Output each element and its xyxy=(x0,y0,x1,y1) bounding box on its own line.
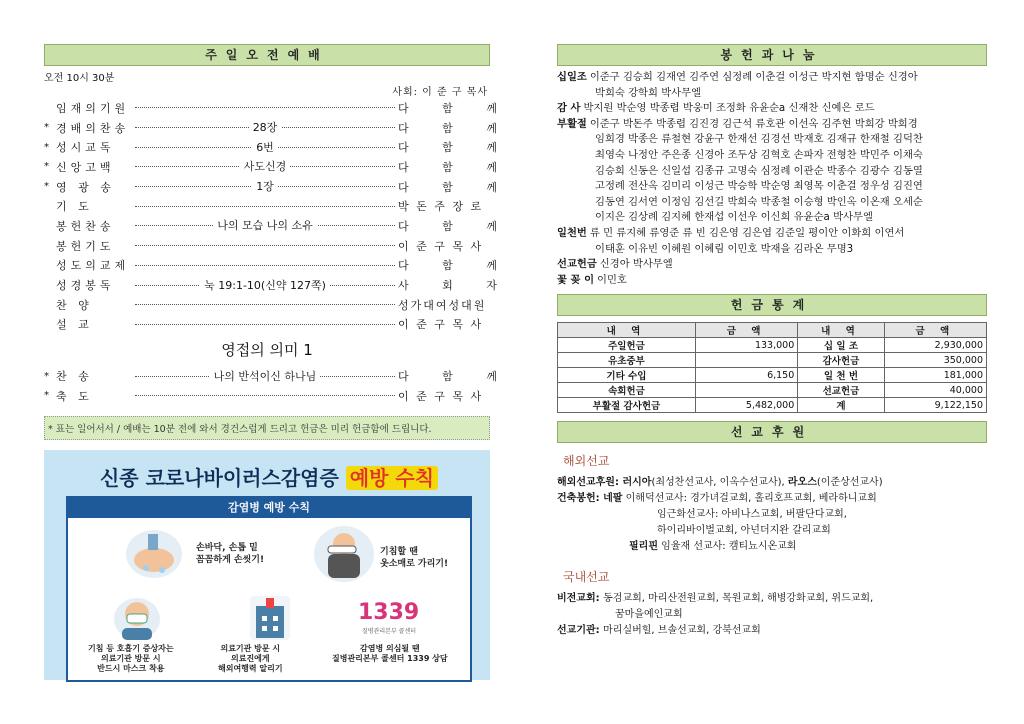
offering-cell: 9,122,150 xyxy=(884,398,986,413)
overseas-label: 해외선교후원: xyxy=(557,477,623,489)
order-item xyxy=(44,295,490,315)
item-name: 축 도 xyxy=(56,389,93,403)
gift-label: 선교헌금 xyxy=(557,258,597,271)
offering-row xyxy=(558,338,987,353)
item-leader xyxy=(135,324,395,325)
gift-names: 최영숙 나정안 주은종 신경아 조두상 김혁호 손파자 전형찬 박민주 이채숙 xyxy=(595,148,923,161)
item-name: 기 도 xyxy=(56,200,93,214)
tip-cough: 기침할 땐 옷소매로 가리기! xyxy=(380,547,449,569)
overseas-row xyxy=(557,475,987,491)
item-detail-text: 1장 xyxy=(252,180,278,193)
overseas-row xyxy=(557,539,987,555)
gift-names: 고정례 전산옥 김미리 이성근 박승학 박순영 최영목 이춘걸 정우성 김진연 xyxy=(595,180,923,193)
item-detail-text: 사도신경 xyxy=(240,160,291,173)
item-leader-name: 다 함 께 xyxy=(398,219,512,233)
item-leader-name: 다 함 께 xyxy=(398,160,512,174)
overseas-text: (이준상선교사) xyxy=(816,477,883,489)
item-leader xyxy=(135,304,395,305)
order-item xyxy=(44,177,512,197)
overseas-text: 하이리바이벌교회, 아넌더지완 갈리교회 xyxy=(657,525,831,537)
item-leader xyxy=(135,121,395,135)
item-detail xyxy=(135,178,395,194)
domestic-list xyxy=(557,591,987,639)
item-detail-text: 28장 xyxy=(249,121,282,134)
gift-row xyxy=(557,242,987,258)
sermon-title: 영접의 의미 1 xyxy=(221,341,313,360)
offering-cell: 기타 수입 xyxy=(558,368,696,383)
order-item xyxy=(44,157,512,177)
mission-header: 선교후원 xyxy=(557,421,987,443)
item-detail-text: 나의 모습 나의 소유 xyxy=(213,219,317,232)
gift-names: 신경아 박사무엘 xyxy=(599,258,673,271)
tip-handwash: 손바닥, 손톱 밑 꼼꼼하게 손씻기! xyxy=(196,543,265,565)
closing-item xyxy=(44,386,490,406)
item-name: 임재의기원 xyxy=(56,101,130,115)
offering-row xyxy=(558,353,987,368)
gift-label: 십일조 xyxy=(557,71,587,83)
offering-cell xyxy=(695,353,797,368)
item-detail xyxy=(135,139,395,155)
gift-row xyxy=(557,148,987,164)
presider: 사회: 이 준 구 목사 xyxy=(392,87,488,98)
domestic-text: 동검교회, 마리산전원교회, 목원교회, 해병강화교회, 위드교회, xyxy=(603,593,874,605)
gift-row xyxy=(557,164,987,180)
gift-label: 꽃 꽂 이 xyxy=(557,273,595,286)
offering-cell: 5,482,000 xyxy=(695,398,797,413)
item-mark: * xyxy=(44,181,49,193)
item-leader-name: 다 함 께 xyxy=(398,259,512,273)
poster-inner xyxy=(66,496,472,682)
item-detail xyxy=(135,368,395,384)
gift-names: 이태훈 이유빈 이혜원 이혜림 이민호 박재을 김라온 무명3 xyxy=(595,242,854,255)
item-leader xyxy=(135,265,395,266)
item-name: 봉헌기도 xyxy=(56,239,115,253)
offering-cell: 일 천 번 xyxy=(798,368,884,383)
item-leader-name: 다 함 께 xyxy=(398,101,512,115)
item-leader xyxy=(135,206,395,207)
gift-row xyxy=(557,86,987,102)
offering-cell: 6,150 xyxy=(695,368,797,383)
prevention-poster xyxy=(44,450,490,680)
item-leader-name: 다 함 께 xyxy=(398,180,512,194)
gift-row xyxy=(557,226,987,242)
domestic-label: 선교기관: xyxy=(557,625,604,637)
gift-row xyxy=(557,179,987,195)
order-item xyxy=(44,256,512,276)
mission-section xyxy=(557,453,987,639)
offering-column-header: 금 액 xyxy=(695,323,797,338)
hotline-sub: 질병관리본부 콜센터 xyxy=(362,628,417,635)
offering-cell: 선교헌금 xyxy=(798,383,884,398)
gift-names: 박지원 박순영 박종렵 박웅미 조정화 유윤순a 신재찬 신예은 로드 xyxy=(583,102,875,115)
order-item xyxy=(44,275,512,295)
poster-title-main: 신종 코로나바이러스감염증 xyxy=(99,466,339,490)
gift-names: 이준구 김승희 김재연 김주연 심정례 이춘걸 이성근 박지현 함명순 신경아 xyxy=(589,71,918,83)
gift-names: 류 민 류지혜 류영준 류 빈 김은영 김은엽 김준일 평이안 이화희 이연서 xyxy=(589,226,905,239)
order-item xyxy=(44,137,512,157)
item-leader-name: 사 회 자 xyxy=(398,279,512,293)
item-leader xyxy=(135,219,395,233)
gift-label: 일천번 xyxy=(557,226,587,239)
order-item xyxy=(44,118,512,138)
offering-cell: 계 xyxy=(798,398,884,413)
item-leader xyxy=(135,395,395,396)
item-leader xyxy=(135,278,395,292)
gift-names: 임희경 박종은 류철현 강윤구 한재선 김경선 박재호 김재규 한재철 김덕찬 xyxy=(595,133,923,146)
overseas-country: 네팔 xyxy=(603,493,623,505)
hotline-number: 1339 xyxy=(358,600,420,625)
service-time: 오전 10시 30분 xyxy=(44,73,115,84)
domestic-text: 꿈마을예인교회 xyxy=(615,609,683,621)
item-name: 신앙고백 xyxy=(56,160,115,174)
offering-column-header: 금 액 xyxy=(884,323,986,338)
gift-names: 박희숙 강학희 박사무엘 xyxy=(595,86,702,99)
offering-row xyxy=(558,383,987,398)
offering-table xyxy=(557,322,987,413)
domestic-title: 국내선교 xyxy=(563,570,610,585)
item-name: 찬 양 xyxy=(56,298,93,312)
gift-row xyxy=(557,257,987,273)
overseas-country: 라오스 xyxy=(787,477,817,489)
tip-hospital: 의료기관 방문 시 의료진에게 해외여행력 알리기 xyxy=(218,644,283,673)
offering-column-header: 내 역 xyxy=(798,323,884,338)
overseas-label: 건축봉헌: xyxy=(557,493,604,505)
item-mark: * xyxy=(44,370,49,382)
item-leader xyxy=(135,140,395,154)
item-detail xyxy=(135,158,395,174)
offering-column-header: 내 역 xyxy=(558,323,696,338)
gift-names: 이지은 김상례 김지혜 한재섭 이선우 이신희 유윤순a 박사무엘 xyxy=(595,211,873,224)
item-detail xyxy=(135,119,395,135)
item-name: 성경봉독 xyxy=(56,279,115,293)
item-leader-name: 이 준 구 목 사 xyxy=(398,318,484,332)
domestic-row xyxy=(557,607,987,623)
offering-cell: 감사헌금 xyxy=(798,353,884,368)
offering-cell: 유초중부 xyxy=(558,353,696,368)
handwash-icon xyxy=(126,530,182,578)
item-leader-name: 다 함 께 xyxy=(398,141,512,155)
item-leader-name: 박 돈 주 장 로 xyxy=(398,200,484,214)
domestic-label: 비전교회: xyxy=(557,593,604,605)
order-item xyxy=(44,216,512,236)
worship-header: 주일오전예배 xyxy=(44,44,490,66)
closing-item xyxy=(44,366,512,386)
item-name: 찬 송 xyxy=(56,370,93,384)
offering-row xyxy=(558,368,987,383)
order-item xyxy=(44,315,490,335)
poster-title xyxy=(64,462,474,488)
gift-label: 감 사 xyxy=(557,102,581,115)
overseas-country: 필리핀 xyxy=(629,541,658,553)
item-detail-text: 눅 19:1-10(신약 127쪽) xyxy=(200,279,330,292)
item-leader xyxy=(135,369,395,383)
item-leader xyxy=(135,180,395,194)
mask-icon xyxy=(114,598,160,640)
overseas-row xyxy=(557,491,987,507)
overseas-text: (최성찬선교사, 이옥수선교사), xyxy=(651,477,788,489)
tip-mask: 기침 등 호흡기 증상자는 의료기관 방문 시 반드시 마스크 착용 xyxy=(88,644,174,673)
order-item xyxy=(44,196,490,216)
right-column xyxy=(557,44,987,639)
gift-names: 이민호 xyxy=(597,273,627,286)
gift-row xyxy=(557,117,987,133)
item-leader xyxy=(135,107,395,108)
item-name: 경배의찬송 xyxy=(56,121,130,135)
gifts-header: 봉헌과나눔 xyxy=(557,44,987,66)
offering-cell: 부활절 감사헌금 xyxy=(558,398,696,413)
order-item xyxy=(44,98,512,118)
gift-row xyxy=(557,210,987,226)
item-name: 성도의교제 xyxy=(56,259,130,273)
hospital-icon xyxy=(250,596,290,640)
item-detail-text: 나의 반석이신 하나님 xyxy=(210,370,321,383)
overseas-text: 임근화선교사: 아비나스교회, 버팔단다교회, xyxy=(657,509,847,521)
item-name: 설 교 xyxy=(56,318,93,332)
domestic-row xyxy=(557,591,987,607)
gift-label: 부활절 xyxy=(557,117,587,130)
item-mark: * xyxy=(44,141,49,153)
overseas-country: 러시아 xyxy=(622,477,652,489)
cough-icon xyxy=(314,526,374,582)
closing-list xyxy=(44,366,512,405)
item-mark: * xyxy=(44,161,49,173)
domestic-row xyxy=(557,623,987,639)
offering-header: 헌금통계 xyxy=(557,294,987,316)
item-leader-name: 이 준 구 목 사 xyxy=(398,239,484,253)
offering-cell: 350,000 xyxy=(884,353,986,368)
gift-row xyxy=(557,70,987,86)
item-name: 봉헌찬송 xyxy=(56,219,115,233)
offering-cell: 133,000 xyxy=(695,338,797,353)
gift-names: 이준구 박돈주 박종렵 김진경 김근석 류호관 이선옥 김주현 박희강 박희경 xyxy=(589,117,918,130)
overseas-text: 임율재 선교사: 캠티뇨시온교회 xyxy=(657,541,797,553)
item-detail xyxy=(135,217,395,233)
order-item xyxy=(44,236,490,256)
offering-cell: 속회헌금 xyxy=(558,383,696,398)
item-mark: * xyxy=(44,122,49,134)
item-leader-name: 다 함 께 xyxy=(398,370,512,384)
item-leader-name: 다 함 께 xyxy=(398,121,512,135)
item-name: 영 광 송 xyxy=(56,180,115,194)
tip-hotline: 감염병 의심될 땐 질병관리본부 콜센터 1339 상담 xyxy=(332,644,448,663)
offering-cell: 181,000 xyxy=(884,368,986,383)
overseas-title: 해외선교 xyxy=(563,454,610,469)
item-leader xyxy=(135,245,395,246)
offering-cell xyxy=(695,383,797,398)
worship-note: * 표는 일어서서 / 예배는 10분 전에 와서 경건스럽게 드리고 헌금은 미리 헌금함에 드립니다. xyxy=(44,416,490,440)
item-detail xyxy=(135,277,395,293)
item-detail-text: 6번 xyxy=(252,141,278,154)
poster-title-highlight: 예방 수칙 xyxy=(346,466,438,490)
domestic-text: 마리실버힐, 브솔선교회, 강북선교회 xyxy=(603,625,761,637)
overseas-list xyxy=(557,475,987,555)
order-list xyxy=(44,98,512,334)
gift-row xyxy=(557,195,987,211)
item-mark: * xyxy=(44,390,49,402)
item-leader-name: 이 준 구 목 사 xyxy=(398,389,484,403)
worship-order xyxy=(44,44,512,440)
gift-row xyxy=(557,273,987,289)
poster-inner-header: 감염병 예방 수칙 xyxy=(68,498,470,518)
overseas-row xyxy=(557,523,987,539)
offering-row xyxy=(558,398,987,413)
offering-cell: 40,000 xyxy=(884,383,986,398)
item-leader-name: 성가대여성대원 xyxy=(398,298,487,312)
offering-cell: 십 일 조 xyxy=(798,338,884,353)
overseas-text: 이해덕선교사: 경가녀걸교회, 홀리호프교회, 베라하니교회 xyxy=(622,493,877,505)
offering-cell: 2,930,000 xyxy=(884,338,986,353)
gift-names: 김동연 김서연 이정임 김선길 박희숙 박종철 이승형 박인옥 이온재 오세순 xyxy=(595,195,923,208)
offering-cell: 주일헌금 xyxy=(558,338,696,353)
gift-names: 김승희 신동은 신일섭 김종규 고명숙 심정례 이관순 박종수 김광수 김동열 xyxy=(595,164,923,177)
gift-row xyxy=(557,132,987,148)
item-name: 성시교독 xyxy=(56,141,115,155)
gift-list xyxy=(557,70,987,288)
gift-row xyxy=(557,101,987,117)
item-leader xyxy=(135,160,395,174)
overseas-row xyxy=(557,507,987,523)
